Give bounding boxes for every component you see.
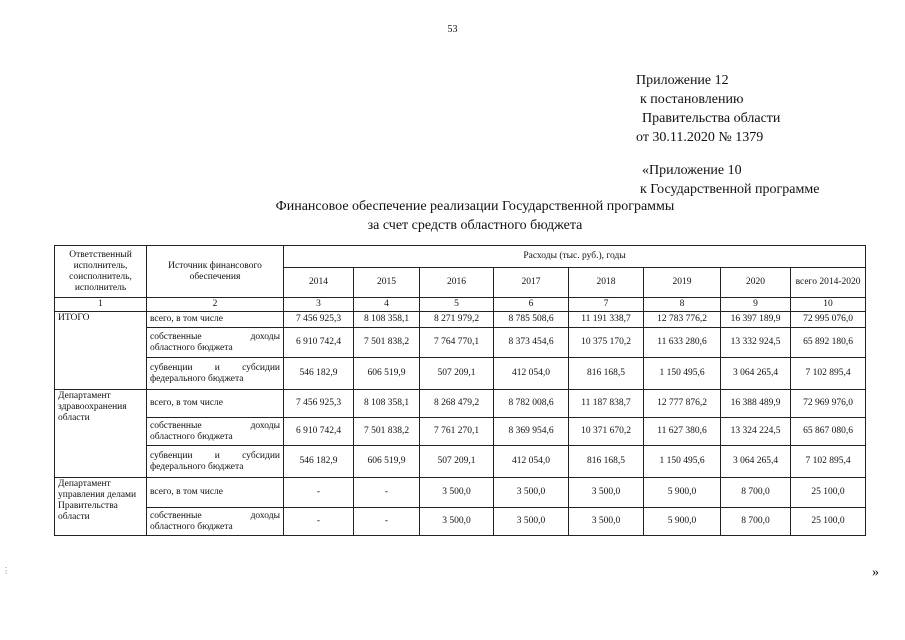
value-cell: 8 271 979,2 [420,312,494,328]
value-cell: 3 500,0 [420,478,494,508]
value-cell: 3 500,0 [420,508,494,536]
value-cell: 6 910 742,4 [284,328,354,358]
value-cell: 546 182,9 [284,358,354,390]
header-year: 2015 [354,268,420,298]
column-index: 2 [147,298,284,312]
value-cell: 1 150 495,6 [644,358,721,390]
value-cell: 7 102 895,4 [791,446,866,478]
value-cell: 11 627 380,6 [644,418,721,446]
value-cell: 5 900,0 [644,478,721,508]
value-cell: 8 785 508,6 [494,312,569,328]
value-cell: 65 892 180,6 [791,328,866,358]
document-title [220,197,730,235]
appendix-line: к постановлению [640,92,744,107]
value-cell: - [354,478,420,508]
source-cell: субвенции и субсидии федерального бюджета [147,358,284,390]
value-cell: 3 500,0 [569,478,644,508]
header-year: 2014 [284,268,354,298]
value-cell: 8 782 008,6 [494,390,569,418]
appendix-line: «Приложение 10 [642,163,742,178]
value-cell: 13 332 924,5 [721,328,791,358]
executor-cell: Департамент здравоохранения области [55,390,147,478]
column-index: 8 [644,298,721,312]
value-cell: 25 100,0 [791,478,866,508]
value-cell: 8 700,0 [721,478,791,508]
value-cell: 72 995 076,0 [791,312,866,328]
column-index: 10 [791,298,866,312]
value-cell: 13 324 224,5 [721,418,791,446]
value-cell: 412 054,0 [494,446,569,478]
page-number: 53 [447,24,458,35]
scan-edge-mark: ⋮ [2,566,10,575]
financing-table [54,245,866,536]
value-cell: 12 783 776,2 [644,312,721,328]
title-line-1: Финансовое обеспечение реализации Государственной программы [275,199,675,214]
appendix-line: к Государственной программе [640,182,820,197]
value-cell: 10 371 670,2 [569,418,644,446]
value-cell: 7 501 838,2 [354,328,420,358]
value-cell: 16 388 489,9 [721,390,791,418]
value-cell: 3 500,0 [494,478,569,508]
table-row [55,328,866,358]
value-cell: 7 501 838,2 [354,418,420,446]
source-cell: собственные доходы областного бюджета [147,508,284,536]
value-cell: 8 268 479,2 [420,390,494,418]
table-row [55,358,866,390]
table-row [55,478,866,508]
value-cell: - [284,508,354,536]
source-cell: всего, в том числе [147,390,284,418]
header-year: 2019 [644,268,721,298]
column-index: 9 [721,298,791,312]
closing-quote: » [872,565,879,580]
value-cell: 606 519,9 [354,358,420,390]
column-index: 6 [494,298,569,312]
appendix-header [636,71,780,147]
source-cell: собственные доходы областного бюджета [147,328,284,358]
table-row [55,390,866,418]
table-row [55,508,866,536]
table-row [55,446,866,478]
value-cell: 11 191 338,7 [569,312,644,328]
value-cell: 507 209,1 [420,358,494,390]
source-cell: субвенции и субсидии федерального бюджета [147,446,284,478]
value-cell: 8 369 954,6 [494,418,569,446]
header-expenses: Расходы (тыс. руб.), годы [284,246,866,268]
value-cell: 7 456 925,3 [284,312,354,328]
header-year: 2017 [494,268,569,298]
value-cell: 7 761 270,1 [420,418,494,446]
header-year: 2018 [569,268,644,298]
appendix-line: от 30.11.2020 № 1379 [636,130,764,145]
value-cell: 7 456 925,3 [284,390,354,418]
value-cell: 5 900,0 [644,508,721,536]
value-cell: 606 519,9 [354,446,420,478]
value-cell: 16 397 189,9 [721,312,791,328]
value-cell: 8 108 358,1 [354,312,420,328]
value-cell: 7 102 895,4 [791,358,866,390]
value-cell: 412 054,0 [494,358,569,390]
value-cell: 11 187 838,7 [569,390,644,418]
value-cell: 8 373 454,6 [494,328,569,358]
header-year-total: всего 2014-2020 [791,268,866,298]
value-cell: 6 910 742,4 [284,418,354,446]
value-cell: 546 182,9 [284,446,354,478]
executor-cell: Департамент управления делами Правительства области [55,478,147,536]
table-row [55,418,866,446]
source-cell: всего, в том числе [147,312,284,328]
value-cell: 507 209,1 [420,446,494,478]
source-cell: всего, в том числе [147,478,284,508]
appendix-line: Правительства области [642,111,781,126]
column-index: 7 [569,298,644,312]
value-cell: 816 168,5 [569,446,644,478]
header-executor: Ответственный исполнитель, соисполнитель, исполнитель [55,246,147,298]
column-index: 1 [55,298,147,312]
value-cell: 3 064 265,4 [721,446,791,478]
value-cell: 12 777 876,2 [644,390,721,418]
header-year: 2020 [721,268,791,298]
value-cell: 3 500,0 [494,508,569,536]
column-index: 3 [284,298,354,312]
column-index: 5 [420,298,494,312]
value-cell: 1 150 495,6 [644,446,721,478]
original-appendix-header [642,161,819,199]
value-cell: 72 969 976,0 [791,390,866,418]
value-cell: 65 867 080,6 [791,418,866,446]
header-year: 2016 [420,268,494,298]
executor-cell: ИТОГО [55,312,147,390]
value-cell: 25 100,0 [791,508,866,536]
value-cell: - [354,508,420,536]
value-cell: 3 500,0 [569,508,644,536]
value-cell: 7 764 770,1 [420,328,494,358]
value-cell: 8 108 358,1 [354,390,420,418]
value-cell: - [284,478,354,508]
value-cell: 11 633 280,6 [644,328,721,358]
value-cell: 3 064 265,4 [721,358,791,390]
value-cell: 816 168,5 [569,358,644,390]
value-cell: 8 700,0 [721,508,791,536]
header-source: Источник финансового обеспечения [147,246,284,298]
value-cell: 10 375 170,2 [569,328,644,358]
source-cell: собственные доходы областного бюджета [147,418,284,446]
column-index: 4 [354,298,420,312]
appendix-line: Приложение 12 [636,73,729,88]
table-row [55,312,866,328]
title-line-2: за счет средств областного бюджета [367,218,583,233]
